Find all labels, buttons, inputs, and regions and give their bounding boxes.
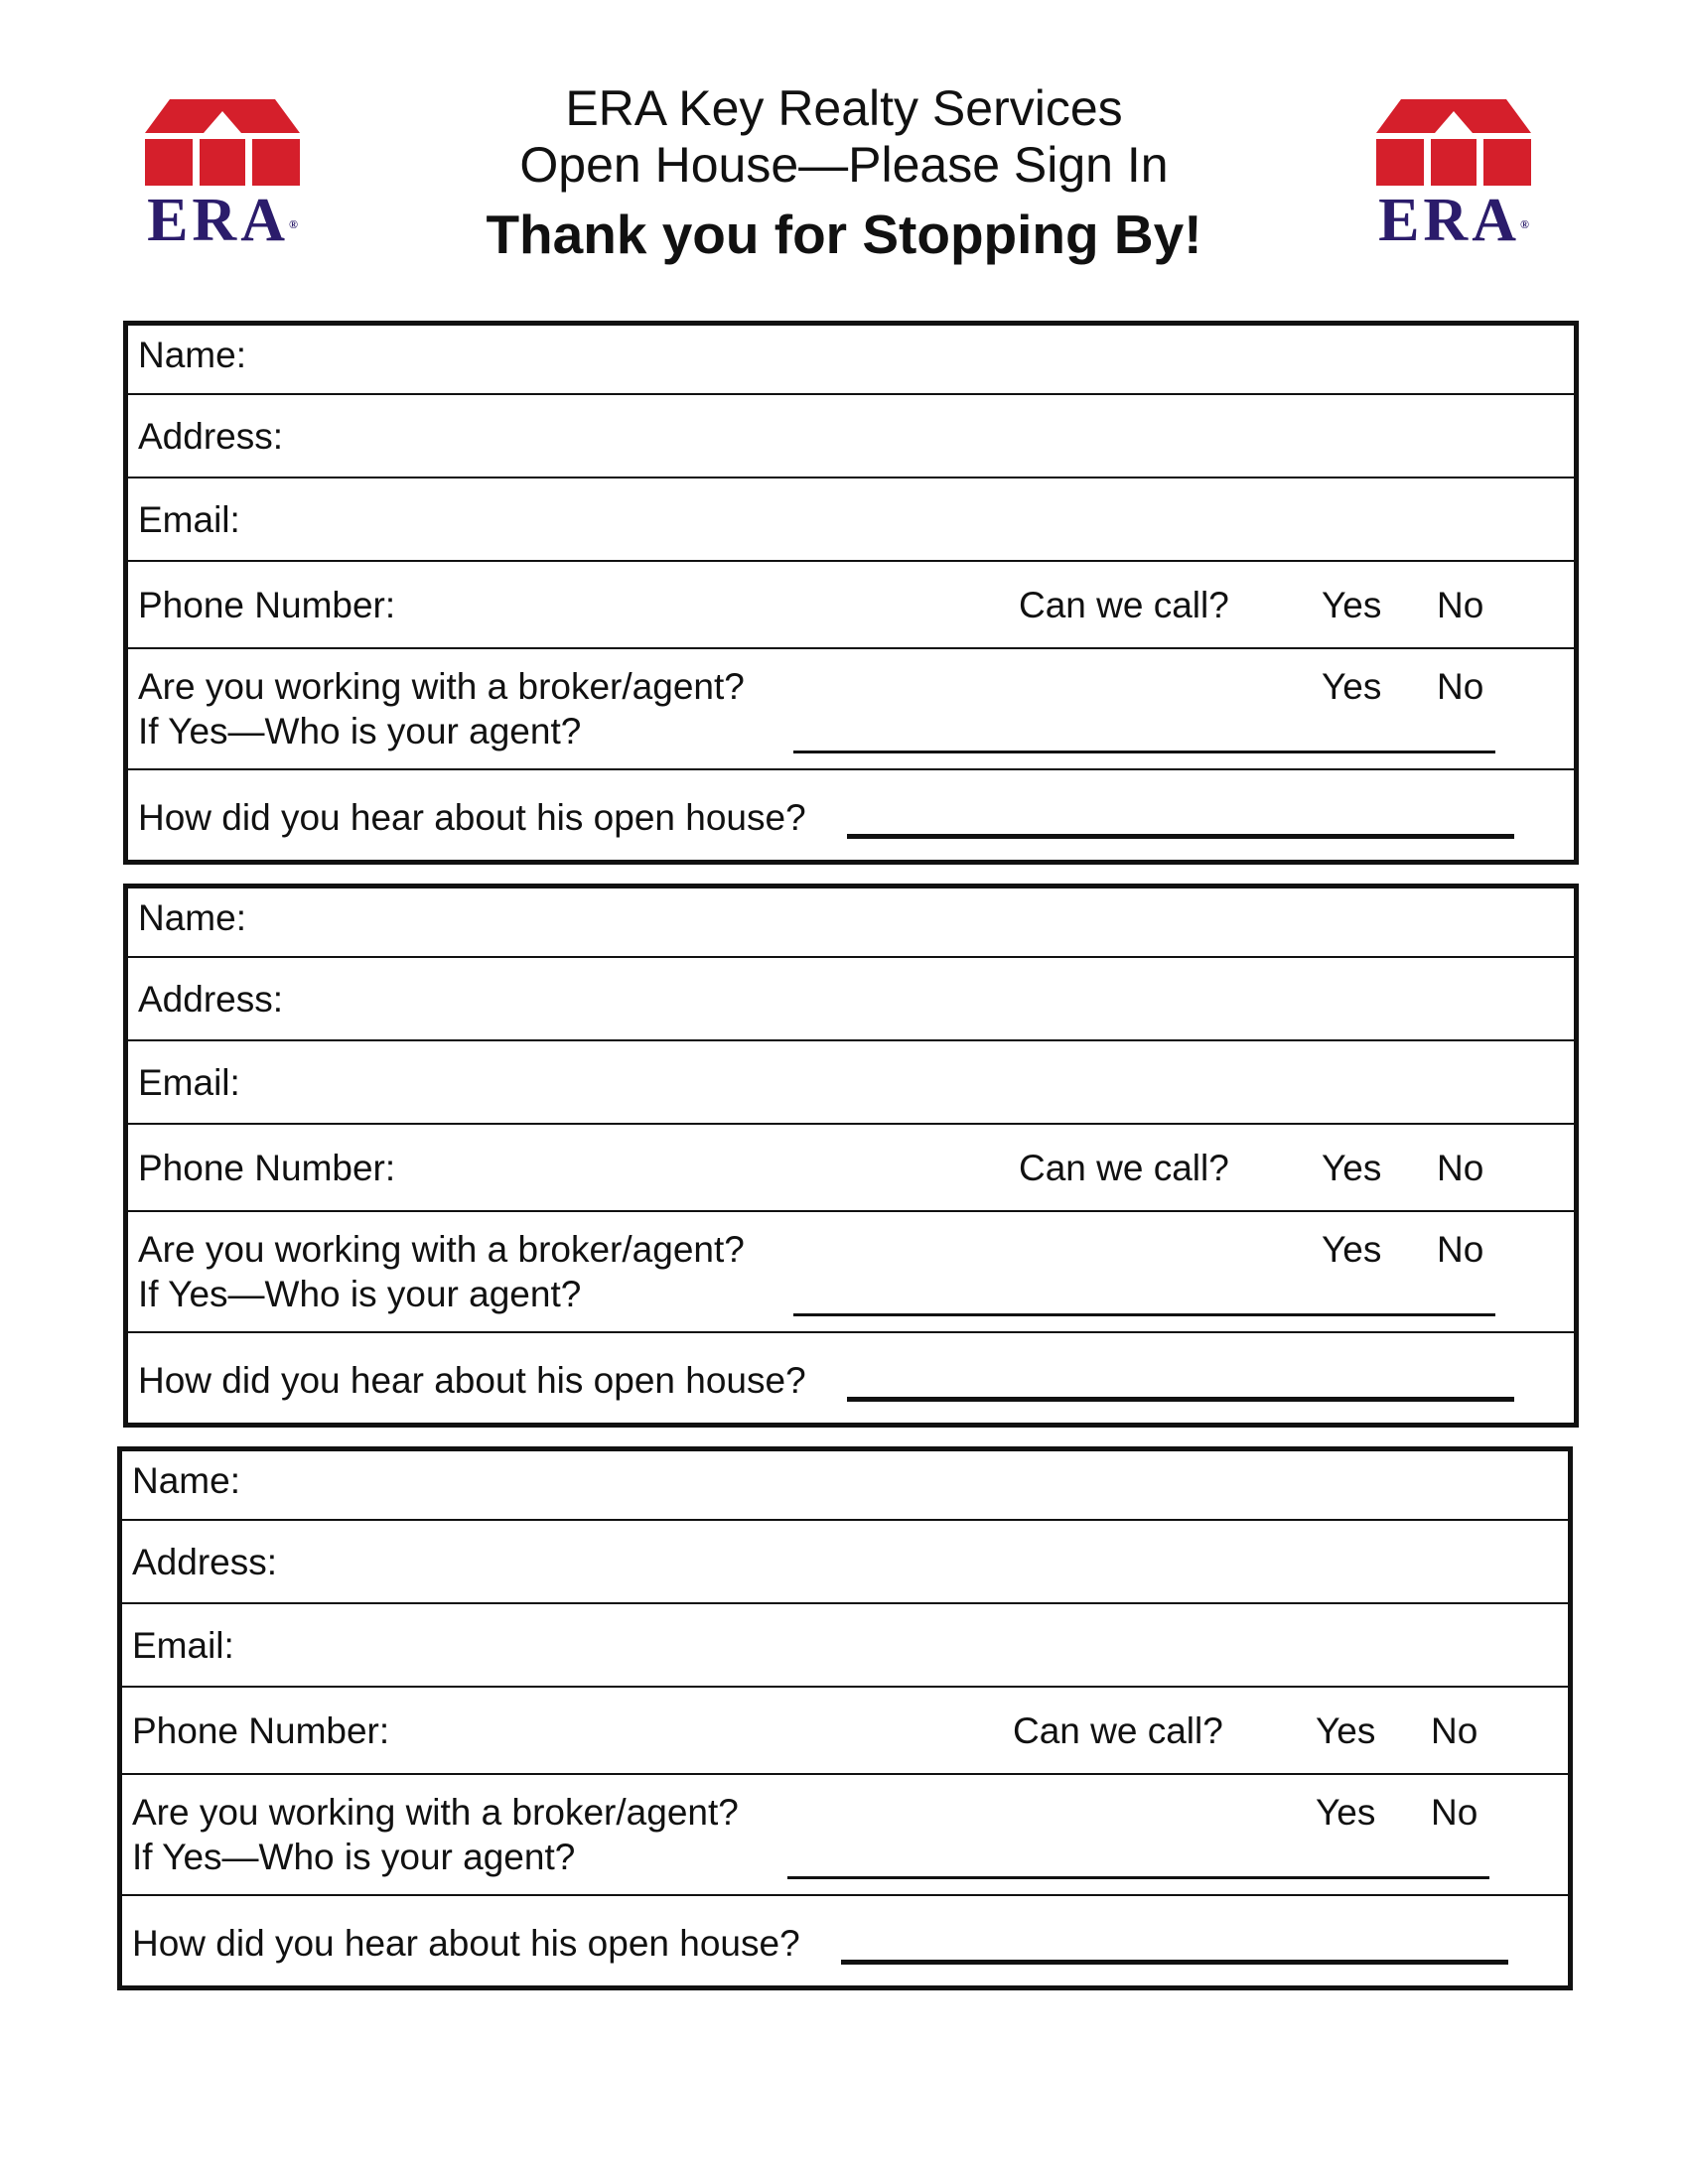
address-row[interactable] bbox=[128, 395, 1574, 478]
name-label: Name: bbox=[132, 1460, 240, 1501]
email-label: Email: bbox=[132, 1625, 234, 1666]
hear-about-line[interactable] bbox=[841, 1960, 1508, 1965]
call-question: Can we call? bbox=[1013, 1710, 1223, 1751]
agent-question: If Yes—Who is your agent? bbox=[138, 1274, 582, 1314]
phone-label: Phone Number: bbox=[132, 1710, 390, 1751]
email-label: Email: bbox=[138, 499, 240, 540]
sign-in-card-3 bbox=[117, 1446, 1573, 1990]
hear-about-line[interactable] bbox=[847, 1397, 1514, 1402]
page-title: Thank you for Stopping By! bbox=[486, 204, 1202, 265]
call-yes-option[interactable]: Yes bbox=[1322, 585, 1382, 625]
hear-about-question: How did you hear about his open house? bbox=[138, 797, 806, 838]
company-name: ERA Key Realty Services bbox=[565, 80, 1123, 136]
email-row[interactable] bbox=[128, 1041, 1574, 1125]
hear-about-line[interactable] bbox=[847, 834, 1514, 839]
email-row[interactable] bbox=[122, 1604, 1568, 1688]
era-logo-text: ERA® bbox=[1378, 187, 1529, 254]
hear-about-row bbox=[122, 1896, 1568, 1985]
broker-yes-option[interactable]: Yes bbox=[1316, 1792, 1376, 1833]
address-label: Address: bbox=[138, 416, 284, 457]
phone-label: Phone Number: bbox=[138, 1148, 396, 1188]
broker-yes-option[interactable]: Yes bbox=[1322, 1229, 1382, 1270]
house-roof-icon bbox=[145, 99, 300, 199]
page-header bbox=[397, 79, 1291, 264]
broker-yes-option[interactable]: Yes bbox=[1322, 666, 1382, 707]
email-row[interactable] bbox=[128, 478, 1574, 562]
address-label: Address: bbox=[132, 1542, 278, 1582]
broker-no-option[interactable]: No bbox=[1437, 666, 1484, 707]
address-row[interactable] bbox=[122, 1521, 1568, 1604]
broker-no-option[interactable]: No bbox=[1431, 1792, 1478, 1833]
phone-row[interactable] bbox=[128, 562, 1574, 649]
call-question: Can we call? bbox=[1019, 585, 1229, 625]
name-label: Name: bbox=[138, 897, 246, 938]
era-logo-right bbox=[1376, 99, 1531, 254]
broker-question: Are you working with a broker/agent? bbox=[138, 1229, 745, 1270]
call-no-option[interactable]: No bbox=[1437, 1148, 1484, 1188]
hear-about-question: How did you hear about his open house? bbox=[132, 1923, 800, 1964]
name-row[interactable] bbox=[128, 888, 1574, 958]
house-roof-icon bbox=[1376, 99, 1531, 199]
name-row[interactable] bbox=[122, 1451, 1568, 1521]
call-yes-option[interactable]: Yes bbox=[1322, 1148, 1382, 1188]
hear-about-question: How did you hear about his open house? bbox=[138, 1360, 806, 1401]
call-question: Can we call? bbox=[1019, 1148, 1229, 1188]
broker-question: Are you working with a broker/agent? bbox=[132, 1792, 739, 1833]
call-no-option[interactable]: No bbox=[1437, 585, 1484, 625]
agent-question: If Yes—Who is your agent? bbox=[138, 711, 582, 751]
name-label: Name: bbox=[138, 335, 246, 375]
broker-row bbox=[128, 1212, 1574, 1333]
name-row[interactable] bbox=[128, 326, 1574, 395]
sign-in-card-1 bbox=[123, 321, 1579, 865]
call-no-option[interactable]: No bbox=[1431, 1710, 1478, 1751]
hear-about-row bbox=[128, 1333, 1574, 1423]
phone-label: Phone Number: bbox=[138, 585, 396, 625]
hear-about-row bbox=[128, 770, 1574, 860]
phone-row[interactable] bbox=[122, 1688, 1568, 1775]
agent-question: If Yes—Who is your agent? bbox=[132, 1837, 576, 1877]
era-logo-left bbox=[145, 99, 300, 254]
page-subtitle: Open House—Please Sign In bbox=[519, 137, 1169, 193]
address-label: Address: bbox=[138, 979, 284, 1020]
agent-name-line[interactable] bbox=[793, 751, 1495, 753]
address-row[interactable] bbox=[128, 958, 1574, 1041]
broker-row bbox=[128, 649, 1574, 770]
phone-row[interactable] bbox=[128, 1125, 1574, 1212]
broker-question: Are you working with a broker/agent? bbox=[138, 666, 745, 707]
sign-in-card-2 bbox=[123, 884, 1579, 1428]
email-label: Email: bbox=[138, 1062, 240, 1103]
broker-row bbox=[122, 1775, 1568, 1896]
call-yes-option[interactable]: Yes bbox=[1316, 1710, 1376, 1751]
agent-name-line[interactable] bbox=[787, 1876, 1489, 1879]
era-logo-text: ERA® bbox=[147, 187, 298, 254]
agent-name-line[interactable] bbox=[793, 1313, 1495, 1316]
broker-no-option[interactable]: No bbox=[1437, 1229, 1484, 1270]
